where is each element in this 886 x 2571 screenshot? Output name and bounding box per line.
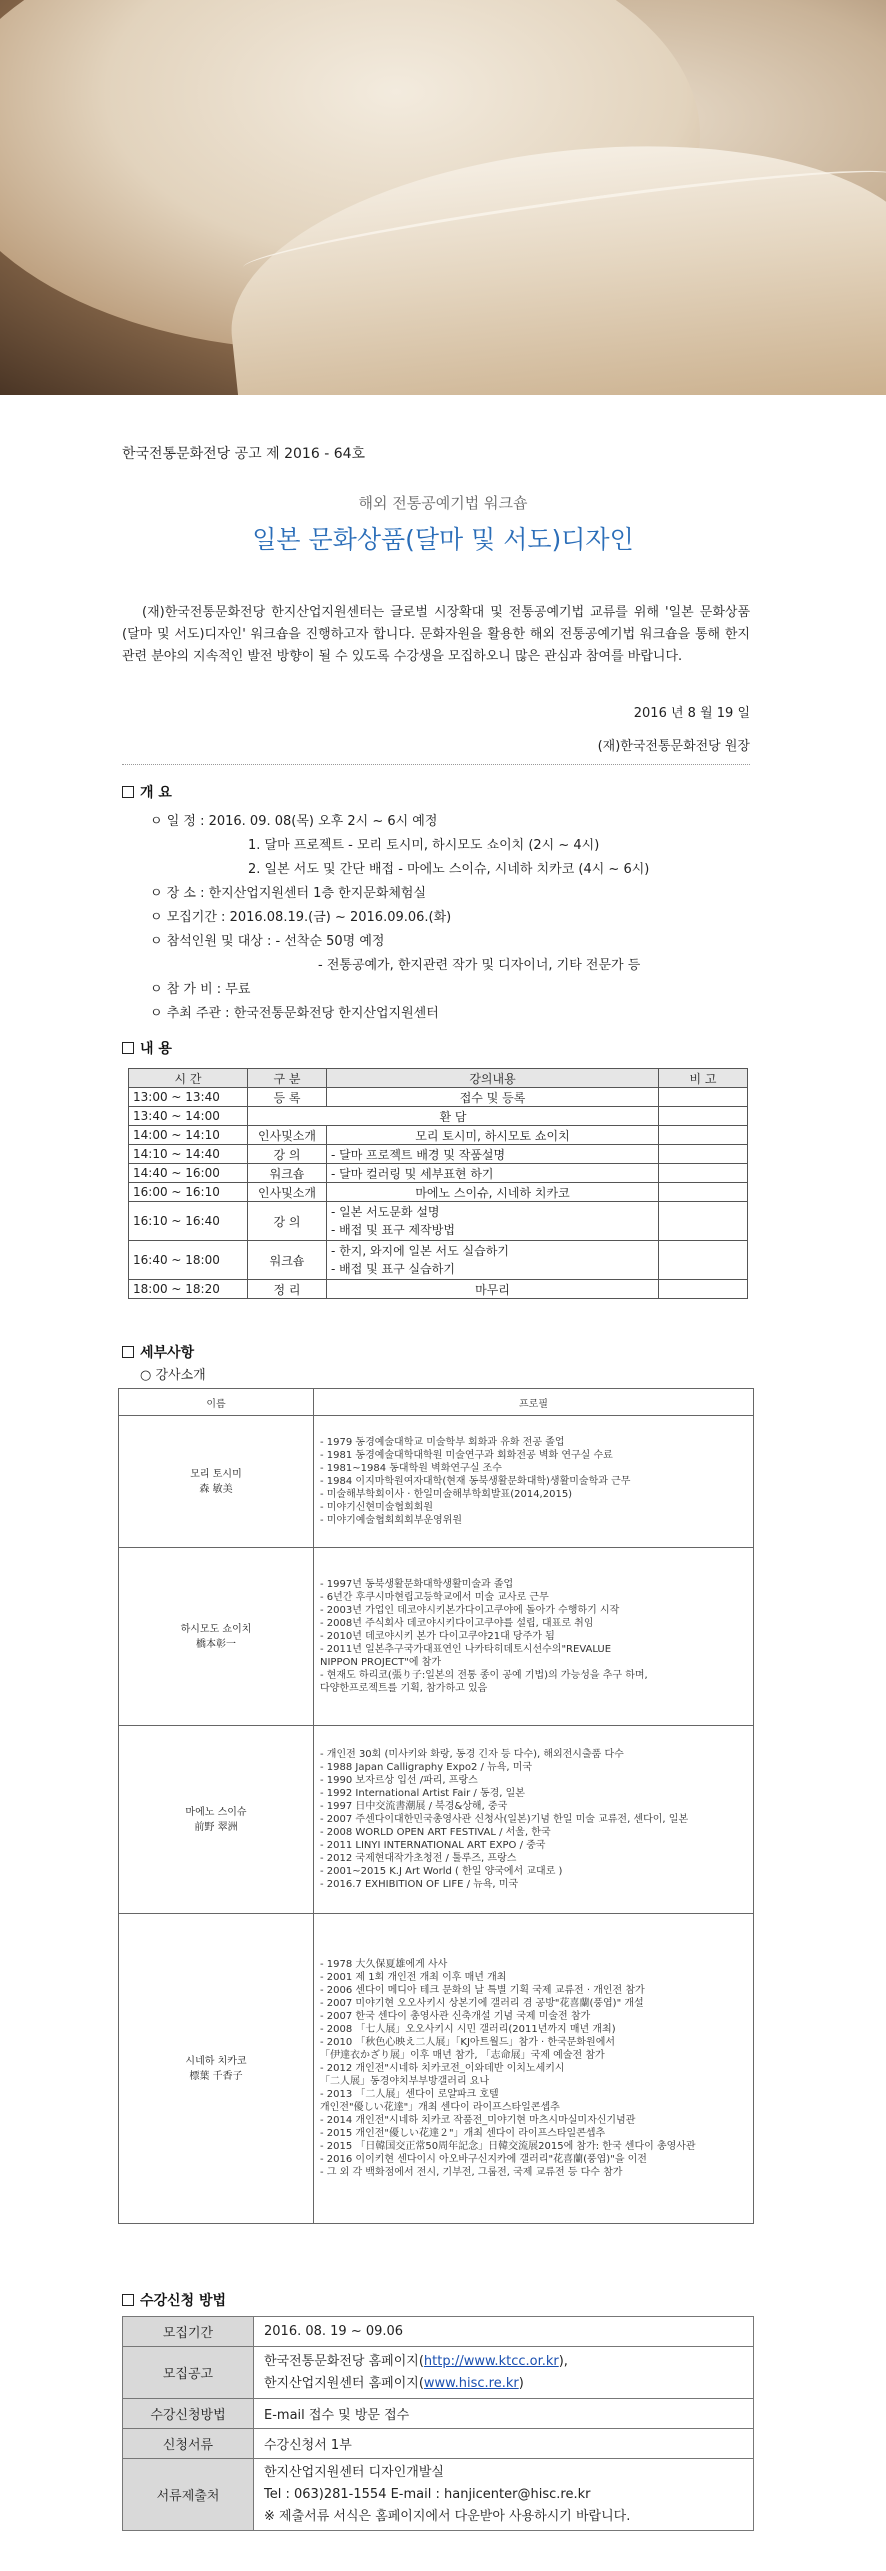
profile-line: - 2015 「日韓国交正常50周年記念」日韓交流展2015에 참가: 한국 센다이 총영사관 (320, 2141, 696, 2152)
table-cell (659, 1280, 748, 1299)
overview-row: ㅇ 장 소 : 한지산업지원센터 1층 한지문화체험실 (150, 886, 427, 901)
profile-line: - 2011 LINYI INTERNATIONAL ART EXPO / 중국 (320, 1840, 546, 1851)
profile-line: - 1997년 동북생활문화대학생활미술과 졸업 (320, 1579, 514, 1590)
table-row (123, 2399, 754, 2429)
profile-line: - 2016.7 EXHIBITION OF LIFE / 뉴욕, 미국 (320, 1879, 519, 1890)
table-cell: 정 리 (248, 1280, 327, 1299)
lecturer-name: 마에노 스이슈 (185, 1806, 247, 1818)
profile-line: - 1997 日中交流書潮展 / 북경&상해, 중국 (320, 1801, 508, 1812)
issuer: (재)한국전통문화전당 원장 (597, 739, 750, 754)
table-row (129, 1280, 748, 1299)
row-value: 한국전통문화전당 홈페이지(http://www.ktcc.or.kr), 한지산업지원센터 홈페이지(www.hisc.re.kr) (254, 2347, 754, 2399)
profile-line: - 2003년 가업인 데코야시키본가다이고쿠야에 돌아가 수행하기 시작 (320, 1605, 620, 1616)
profile-line: - 2016 이이키현 센다이시 아오바구신지카에 갤러리"花喜蘭(풍엽)"을 이전 (320, 2154, 647, 2165)
table-cell: 마에노 스이슈, 시네하 치카코 (327, 1183, 659, 1202)
lecturer-name-jp: 前野 翠洲 (194, 1821, 238, 1833)
profile-line: - 6년간 후쿠시마현립고등학교에서 미술 교사로 근무 (320, 1592, 549, 1603)
profile-line: 「二人展」동경야치부부방갤러리 요나 (320, 2076, 490, 2087)
row-label: 모집공고 (123, 2347, 254, 2399)
table-cell: 워크숍 (248, 1164, 327, 1183)
profile-line: - 2010년 데코야시키 본가 다이고쿠야21대 당주가 됨 (320, 1631, 555, 1642)
table-cell: 16:10 ~ 16:40 (129, 1202, 248, 1241)
profile-line: - 1979 동경예술대학교 미술학부 회화과 유화 전공 졸업 (320, 1437, 565, 1448)
table-header: 비 고 (659, 1069, 748, 1088)
lecturer-row (119, 1726, 754, 1914)
table-cell: - 달마 컬러링 및 세부표현 하기 (327, 1164, 659, 1183)
profile-line: - 1978 大久保夏雄에게 사사 (320, 1959, 448, 1970)
row-value: 수강신청서 1부 (254, 2429, 754, 2459)
table-row (129, 1202, 748, 1241)
table-cell: 14:40 ~ 16:00 (129, 1164, 248, 1183)
registration-heading: 수강신청 방법 (122, 2290, 226, 2310)
lecturer-intro-label: ○ 강사소개 (140, 1368, 206, 1383)
table-header: 프로필 (314, 1389, 754, 1416)
lecturer-profile (314, 1914, 754, 2224)
lecturer-name: 시네하 치카코 (185, 2055, 247, 2067)
lecturer-row (119, 1914, 754, 2224)
profile-line: - 2010 「秋色心映え二人展」「KJ아트월드」참가 · 한국문화원에서 (320, 2037, 616, 2048)
content-heading: 내 용 (122, 1038, 172, 1058)
row-label: 수강신청방법 (123, 2399, 254, 2429)
table-header: 이름 (119, 1389, 314, 1416)
lecturer-name-cell (119, 1548, 314, 1726)
row-value: E-mail 접수 및 방문 접수 (254, 2399, 754, 2429)
notice-number: 한국전통문화전당 공고 제 2016 - 64호 (122, 446, 366, 462)
overview-row: 2. 일본 서도 및 간단 배접 - 마에노 스이슈, 시네하 치카코 (4시 ~ 6시) (248, 862, 650, 877)
table-cell: - 한지, 와지에 일본 서도 실습하기 - 배접 및 표구 실습하기 (327, 1241, 659, 1280)
table-cell: 인사및소개 (248, 1183, 327, 1202)
details-heading: 세부사항 (122, 1342, 194, 1362)
intro-text: (재)한국전통문화전당 한지산업지원센터는 글로벌 시장확대 및 전통공예기법 교류를 위해 '일본 문화상품(달마 및 서도)디자인' 워크숍을 진행하고자 합니다. 문화자원을 활용한 해외 전통공예기법 워크숍을 통해 한지관련 분야의 지속적인 발전 방향이 될 수 있도록 수강생을 모집하오니 많은 관심과 참여를 바랍니다. (122, 605, 750, 664)
profile-line: - 현재도 하리코(張り子:일본의 전통 종이 공예 기법)의 가능성을 추구 하며, (320, 1670, 648, 1681)
profile-line: - 미술해부학회이사 · 한일미술해부학회발표(2014,2015) (320, 1489, 573, 1500)
table-cell: 모리 토시미, 하시모토 쇼이치 (327, 1126, 659, 1145)
profile-line: - 1981 동경예술대학대학원 미술연구과 회화전공 벽화 연구실 수료 (320, 1450, 613, 1461)
row-label: 모집기간 (123, 2317, 254, 2347)
profile-line: - 1990 보자르상 입선 /파리, 프랑스 (320, 1775, 478, 1786)
table-header: 강의내용 (327, 1069, 659, 1088)
profile-line: - 2011년 일본추구국가대표연인 나카타히데토시선수의"REVALUE (320, 1644, 612, 1655)
profile-line: NIPPON PROJECT"에 참가 (320, 1657, 441, 1668)
registration-table (122, 2316, 754, 2531)
table-cell: 13:40 ~ 14:00 (129, 1107, 248, 1126)
table-cell: - 달마 프로젝트 배경 및 작품설명 (327, 1145, 659, 1164)
profile-line: 「伊達衣かざり展」이후 매년 참가, 「志命展」국제 예술전 참가 (320, 2050, 605, 2061)
profile-line: - 2012 국제현대작가초청전 / 툴루즈, 프랑스 (320, 1853, 517, 1864)
lecturer-name-jp: 橋本彰一 (196, 1638, 236, 1650)
table-row (129, 1145, 748, 1164)
profile-line: - 그 외 각 백화점에서 전시, 기부전, 그룹전, 국제 교류전 등 다수 참가 (320, 2167, 623, 2178)
profile-line: - 1981~1984 동대학원 벽화연구실 조수 (320, 1463, 502, 1474)
table-cell: 강 의 (248, 1145, 327, 1164)
lecturer-name-cell (119, 1914, 314, 2224)
profile-line: - 2007 미야기현 오오사키시 상본기에 갤러리 겸 공방"花喜蘭(풍엽)" 개설 (320, 1998, 644, 2009)
lecturer-name: 하시모도 쇼이치 (180, 1623, 252, 1635)
overview-row: ㅇ 참 가 비 : 무료 (150, 982, 251, 997)
overview-row: ㅇ 모집기간 : 2016.08.19.(금) ~ 2016.09.06.(화) (150, 910, 452, 925)
table-cell (659, 1164, 748, 1183)
table-cell (659, 1202, 748, 1241)
lecturer-profile (314, 1548, 754, 1726)
hisc-link[interactable]: www.hisc.re.kr (423, 2375, 519, 2391)
lecturer-name-cell (119, 1416, 314, 1548)
lecturer-profile (314, 1416, 754, 1548)
checkbox-icon (122, 1042, 134, 1054)
table-cell: 인사및소개 (248, 1126, 327, 1145)
overview-row: 1. 달마 프로젝트 - 모리 토시미, 하시모도 쇼이치 (2시 ~ 4시) (248, 838, 600, 853)
row-value: 한지산업지원센터 디자인개발실 Tel : 063)281-1554 E-mail : hanjicenter@hisc.re.kr ※ 제출서류 서식은 홈페이지에서 다운받아 사용하시기 바랍니다. (254, 2459, 754, 2531)
table-cell (659, 1126, 748, 1145)
table-cell: 워크숍 (248, 1241, 327, 1280)
row-value: 2016. 08. 19 ~ 09.06 (254, 2317, 754, 2347)
row-label: 서류제출처 (123, 2459, 254, 2531)
profile-line: - 2008년 주식회사 데코야시키다이고쿠야를 설립, 대표로 취임 (320, 1618, 594, 1629)
profile-line: - 2008 WORLD OPEN ART FESTIVAL / 서울, 한국 (320, 1827, 551, 1838)
table-cell: 강 의 (248, 1202, 327, 1241)
lecturer-name-jp: 森 敏美 (199, 1483, 233, 1495)
table-row (129, 1164, 748, 1183)
profile-line: - 2006 센다이 메디아 테크 문화의 날 특별 기획 국제 교류전 · 개인전 참가 (320, 1985, 645, 1996)
overview-row: ㅇ 참석인원 및 대상 : - 선착순 50명 예정 (150, 934, 385, 949)
profile-line: - 1984 이지마학원여자대학(현재 동북생활문화대학)생활미술학과 근무 (320, 1476, 631, 1487)
table-row (129, 1183, 748, 1202)
profile-line: - 2001 제 1회 개인전 개최 이후 매년 개최 (320, 1972, 507, 1983)
profile-line: - 2013 「二人展」센다이 로얄파크 호텔 (320, 2089, 499, 2100)
notice-date: 2016 년 8 월 19 일 (633, 706, 750, 721)
profile-line: - 2014 개인전"시네하 치카코 작품전_미야기현 마츠시마실미자신기념관 (320, 2115, 636, 2126)
table-header-row (119, 1389, 754, 1416)
table-cell: - 일본 서도문화 설명 - 배접 및 표구 제작방법 (327, 1202, 659, 1241)
schedule-table (128, 1068, 748, 1299)
profile-line: 개인전"優しい花達"」개최 센다이 라이프스타일콘셉추 (320, 2102, 560, 2113)
checkbox-icon (122, 2294, 134, 2306)
table-header-row (129, 1069, 748, 1088)
lecturer-row (119, 1548, 754, 1726)
table-cell (659, 1241, 748, 1280)
table-cell (659, 1088, 748, 1107)
table-cell: 접수 및 등록 (327, 1088, 659, 1107)
divider (122, 764, 750, 765)
page-title: 일본 문화상품(달마 및 서도)디자인 (252, 525, 634, 554)
table-row (129, 1107, 748, 1126)
table-cell: 마무리 (327, 1280, 659, 1299)
profile-line: - 2007 주센다이대한민국총영사관 신청사(일본)기념 한일 미술 교류전, 센다이, 일본 (320, 1814, 689, 1825)
profile-line: - 1992 International Artist Fair / 동경, 일본 (320, 1788, 525, 1799)
checkbox-icon (122, 786, 134, 798)
profile-line: - 미야기예술협회회회부운영위원 (320, 1515, 463, 1526)
table-row (129, 1088, 748, 1107)
table-row (123, 2429, 754, 2459)
profile-line: - 2001~2015 K.J Art World ( 한일 양국에서 교대로 ) (320, 1866, 563, 1877)
lecturer-row (119, 1416, 754, 1548)
table-cell: 16:40 ~ 18:00 (129, 1241, 248, 1280)
table-header: 구 분 (248, 1069, 327, 1088)
table-cell: 14:00 ~ 14:10 (129, 1126, 248, 1145)
profile-line: - 1988 Japan Calligraphy Expo2 / 뉴욕, 미국 (320, 1762, 533, 1773)
table-cell (659, 1145, 748, 1164)
table-row (129, 1241, 748, 1280)
table-cell: 16:00 ~ 16:10 (129, 1183, 248, 1202)
table-row (129, 1126, 748, 1145)
table-row (123, 2347, 754, 2399)
table-cell (659, 1183, 748, 1202)
table-cell: 18:00 ~ 18:20 (129, 1280, 248, 1299)
overview-row: - 전통공예가, 한지관련 작가 및 디자이너, 기타 전문가 등 (318, 958, 641, 973)
overview-heading: 개 요 (122, 782, 172, 802)
lecturer-name-cell (119, 1726, 314, 1914)
lecturer-table (118, 1388, 754, 2224)
table-cell: 14:10 ~ 14:40 (129, 1145, 248, 1164)
table-row (123, 2317, 754, 2347)
page-subtitle: 해외 전통공예기법 워크숍 (358, 494, 528, 512)
table-header: 시 간 (129, 1069, 248, 1088)
profile-line: 다양한프로젝트를 기획, 참가하고 있음 (320, 1683, 488, 1694)
profile-line: - 2012 개인전"시네하 치카코전_이와데반 이치노세키시 (320, 2063, 565, 2074)
table-row (123, 2459, 754, 2531)
table-cell (659, 1107, 748, 1126)
lecturer-profile (314, 1726, 754, 1914)
row-label: 신청서류 (123, 2429, 254, 2459)
ktcc-link[interactable]: http://www.ktcc.or.kr (423, 2353, 559, 2369)
profile-line: - 미야기신현미술협회회원 (320, 1502, 434, 1513)
table-cell: 등 록 (248, 1088, 327, 1107)
lecturer-name-jp: 標葉 千香子 (189, 2070, 243, 2082)
table-cell: 13:00 ~ 13:40 (129, 1088, 248, 1107)
checkbox-icon (122, 1346, 134, 1358)
overview-row: ㅇ 추최 주관 : 한국전통문화전당 한지산업지원센터 (150, 1006, 439, 1021)
overview-row: ㅇ 일 정 : 2016. 09. 08(목) 오후 2시 ~ 6시 예정 (150, 814, 438, 829)
profile-line: - 2007 한국 센다이 총영사관 신축개설 기념 국제 미술전 참가 (320, 2011, 591, 2022)
hero-image (0, 0, 886, 395)
table-cell: 환 담 (248, 1107, 659, 1126)
profile-line: - 2015 개인전"優しい花達２"」개최 센다이 라이프스타일콘셉추 (320, 2128, 606, 2139)
lecturer-name: 모리 토시미 (190, 1468, 242, 1480)
profile-line: - 개인전 30회 (미사키와 화랑, 동경 긴자 등 다수), 해외전시출품 다수 (320, 1749, 624, 1760)
profile-line: - 2008 「七人展」오오사키시 시민 갤러리(2011년까지 매년 개최) (320, 2024, 616, 2035)
